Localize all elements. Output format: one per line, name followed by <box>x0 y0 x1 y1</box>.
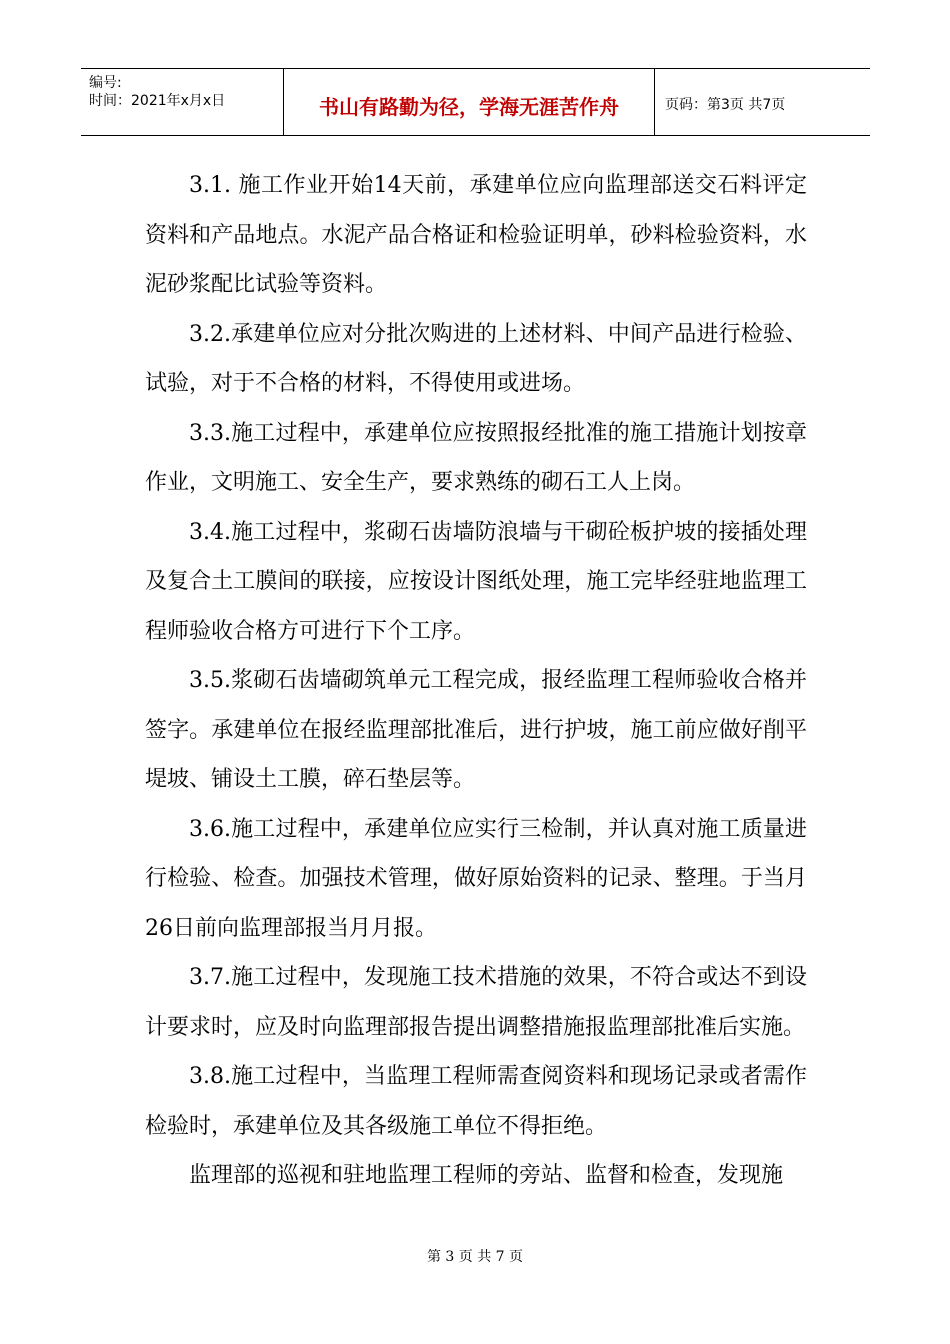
paragraph-3-3: 3.3.施工过程中，承建单位应按照报经批准的施工措施计划按章作业，文明施工、安全生产，要求熟练的砌石工人上岗。 <box>145 420 807 495</box>
header-page-code: 页码：第3页 共7页 <box>665 97 786 113</box>
paragraph-3-7: 3.7.施工过程中，发现施工技术措施的效果，不符合或达不到设计要求时，应及时向监理部报告提出调整措施报监理部批准后实施。 <box>145 965 807 1040</box>
paragraph-3-5: 3.5.浆砌石齿墙砌筑单元工程完成，报经监理工程师验收合格并签字。承建单位在报经监理部批准后，进行护坡，施工前应做好削平堤坡、铺设土工膜，碎石垫层等。 <box>145 668 807 792</box>
header-motto: 书山有路勤为径，学海无涯苦作舟 <box>319 95 619 119</box>
header-info-cell <box>81 69 283 135</box>
paragraph-3-6: 3.6.施工过程中，承建单位应实行三检制，并认真对施工质量进行检验、检查。加强技术管理，做好原始资料的记录、整理。于当月26日前向监理部报当月月报。 <box>145 816 807 941</box>
paragraph-supervision: 监理部的巡视和驻地监理工程师的旁站、监督和检查，发现施 <box>189 1163 784 1188</box>
paragraph-3-4: 3.4.施工过程中，浆砌石齿墙防浪墙与干砌砼板护坡的接插处理及复合土工膜间的联接，应按设计图纸处理，施工完毕经驻地监理工程师验收合格方可进行下个工序。 <box>145 519 807 644</box>
document-header <box>81 68 870 136</box>
document-number-label: 编号: <box>89 75 122 91</box>
page-footer: 第 3 页 共 7 页 <box>426 1249 524 1265</box>
document-body <box>145 161 807 1201</box>
paragraph-3-8: 3.8.施工过程中，当监理工程师需查阅资料和现场记录或者需作检验时，承建单位及其各级施工单位不得拒绝。 <box>145 1064 807 1139</box>
document-date-label: 时间：2021年x月x日 <box>89 93 226 109</box>
paragraph-3-1: 3.1. 施工作业开始14天前，承建单位应向监理部送交石料评定资料和产品地点。水泥产品合格证和检验证明单，砂料检验资料，水泥砂浆配比试验等资料。 <box>145 173 807 297</box>
header-motto-cell <box>283 69 655 135</box>
paragraph-3-2: 3.2.承建单位应对分批次购进的上述材料、中间产品进行检验、试验，对于不合格的材料，不得使用或进场。 <box>145 321 807 396</box>
header-page-cell <box>655 69 870 135</box>
